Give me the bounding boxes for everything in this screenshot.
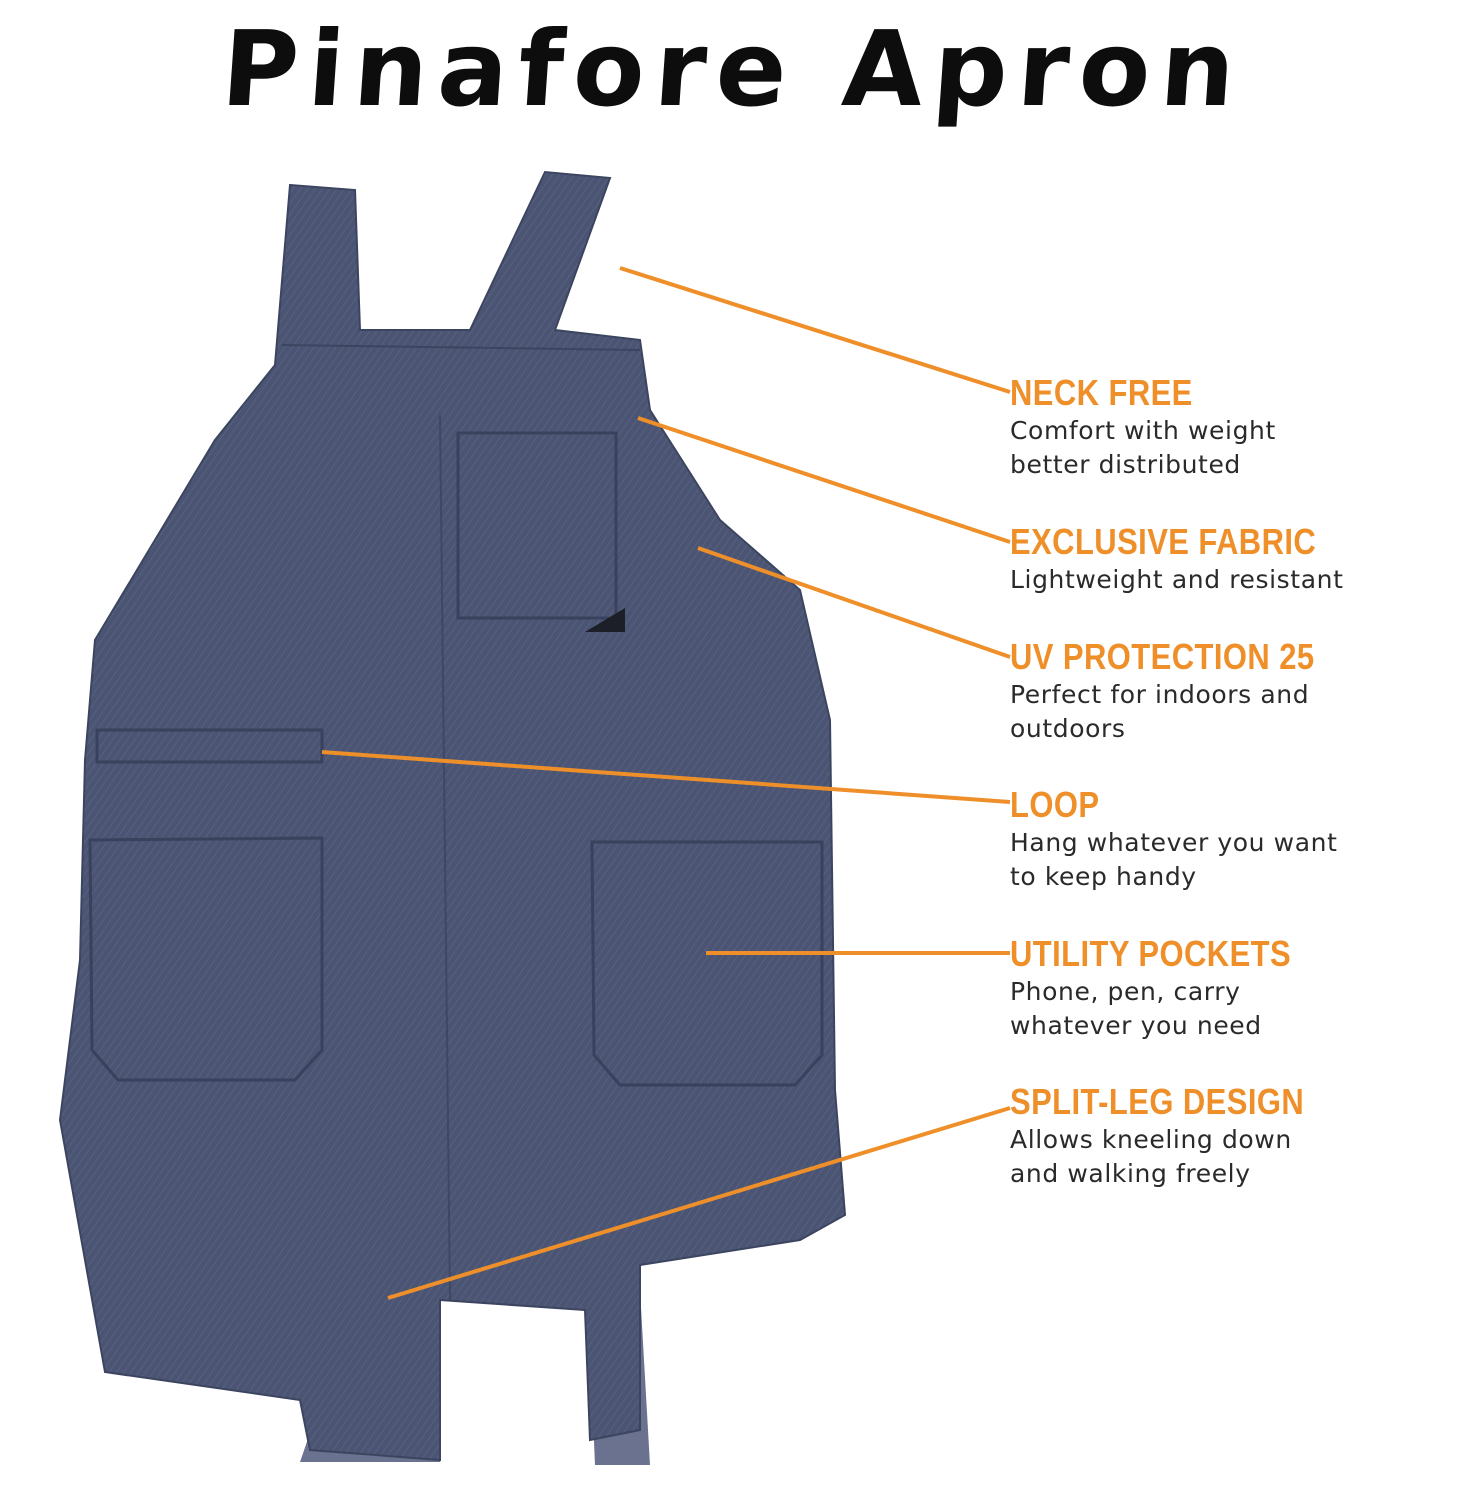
- feature-title: NECK FREE: [1010, 372, 1193, 413]
- feature-exclusive-fabric: [1010, 521, 1450, 597]
- callout-neck-free: [620, 268, 1010, 392]
- feature-title: UV PROTECTION 25: [1010, 636, 1315, 677]
- apron-body: [60, 172, 845, 1460]
- feature-title: UTILITY POCKETS: [1010, 933, 1292, 974]
- page-title: Pinafore Apron: [217, 8, 1250, 130]
- feature-neck-free: [1010, 372, 1450, 482]
- feature-title: LOOP: [1010, 784, 1100, 825]
- feature-title: EXCLUSIVE FABRIC: [1010, 521, 1317, 562]
- feature-description: Lightweight and resistant: [1010, 565, 1344, 594]
- feature-description: Allows kneeling down and walking freely: [1010, 1125, 1292, 1188]
- feature-loop: [1010, 784, 1450, 894]
- feature-utility-pockets: [1010, 933, 1450, 1043]
- feature-split-leg-design: [1010, 1081, 1450, 1191]
- feature-description: Perfect for indoors and outdoors: [1010, 680, 1310, 743]
- feature-uv-protection: [1010, 636, 1450, 746]
- feature-description: Comfort with weight better distributed: [1010, 416, 1276, 479]
- feature-description: Hang whatever you want to keep handy: [1010, 828, 1338, 891]
- feature-title: SPLIT-LEG DESIGN: [1010, 1081, 1305, 1122]
- feature-description: Phone, pen, carry whatever you need: [1010, 977, 1262, 1040]
